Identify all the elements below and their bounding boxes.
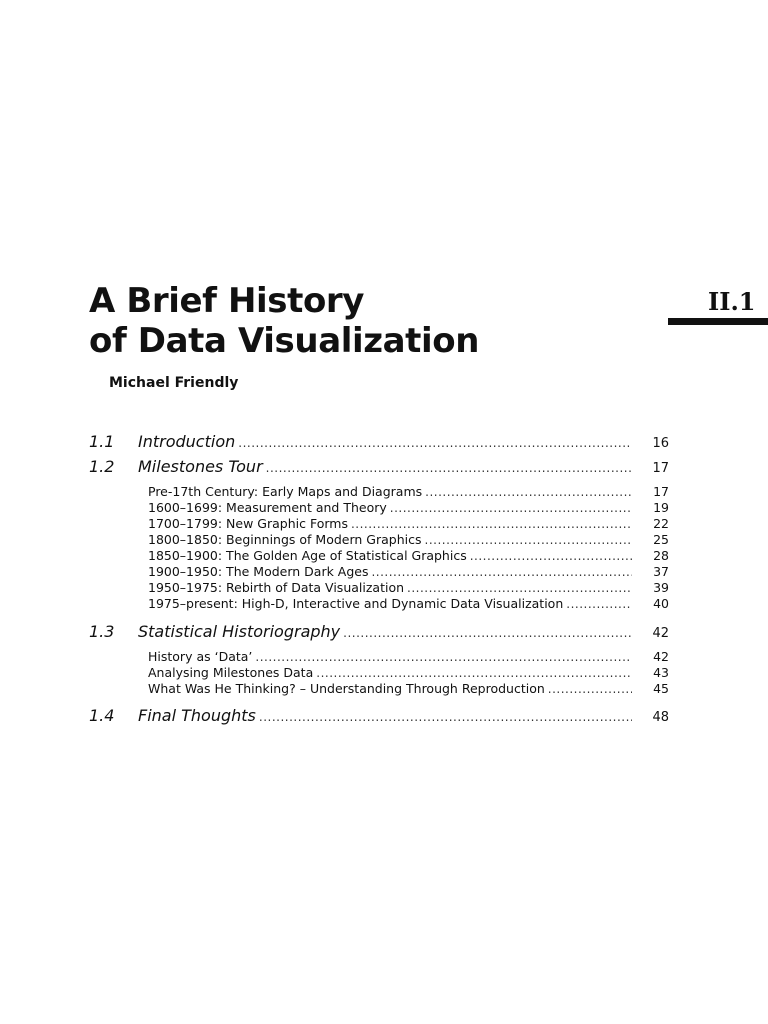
toc-section-statistical-historiography[interactable] [89,622,669,644]
toc-leader-dots [266,458,632,478]
chapter-number: II.1 [708,287,756,316]
toc-section-title: Statistical Historiography [138,622,341,641]
toc-subsection[interactable] [148,665,669,681]
toc-section-milestones-tour[interactable] [89,457,669,479]
toc-subsection[interactable] [148,484,669,500]
toc-page-number: 42 [652,626,669,641]
toc-page-number: 16 [652,436,669,451]
toc-subsection[interactable] [148,500,669,516]
toc-subsection[interactable] [148,532,669,548]
toc-subsection-title: Analysing Milestones Data [148,665,314,680]
toc-leader-dots [407,580,632,596]
toc-section-number: 1.2 [89,457,115,476]
toc-leader-dots [343,623,632,643]
author-name: Michael Friendly [109,375,239,391]
toc-subsection-title: Pre-17th Century: Early Maps and Diagrams [148,484,423,499]
toc-subsection[interactable] [148,580,669,596]
toc-page-number: 37 [653,564,669,579]
toc-leader-dots [425,532,633,548]
toc-subsection-title: What Was He Thinking? – Understanding Through Reproduction [148,681,545,696]
toc-section-title: Final Thoughts [138,706,256,725]
toc-section-title: Introduction [138,432,236,451]
toc-subsection-title: 1600–1699: Measurement and Theory [148,500,387,515]
toc-subsection-title: 1950–1975: Rebirth of Data Visualization [148,580,405,595]
toc-subsection-title: 1800–1850: Beginnings of Modern Graphics [148,532,422,547]
toc-page-number: 17 [652,461,669,476]
toc-subsection-title: 1900–1950: The Modern Dark Ages [148,564,369,579]
toc-page-number: 25 [653,532,669,547]
toc-leader-dots [255,649,632,665]
toc-section-introduction[interactable] [89,432,669,454]
toc-leader-dots [238,433,632,453]
toc-leader-dots [316,665,632,681]
toc-subsection-title: History as ‘Data’ [148,649,253,664]
chapter-title-line-2: of Data Visualization [89,321,480,361]
toc-subsection[interactable] [148,548,669,564]
toc-leader-dots [259,707,632,727]
toc-subsection-title: 1850–1900: The Golden Age of Statistical Graphics [148,548,467,563]
toc-leader-dots [371,564,632,580]
toc-section-number: 1.4 [89,706,115,725]
toc-subsection[interactable] [148,681,669,697]
toc-subsection-title: 1975–present: High-D, Interactive and Dynamic Data Visualization [148,596,564,611]
toc-section-title: Milestones Tour [138,457,263,476]
chapter-title [89,281,479,361]
toc-page-number: 19 [653,500,669,515]
toc-section-final-thoughts[interactable] [89,706,669,728]
toc-section-number: 1.3 [89,622,115,641]
toc-page-number: 45 [653,681,669,696]
toc-subsection[interactable] [148,516,669,532]
toc-leader-dots [470,548,632,564]
toc-leader-dots [351,516,632,532]
toc-page-number: 42 [653,649,669,664]
toc-subsection[interactable] [148,596,669,612]
chapter-title-line-1: A Brief History [89,281,365,321]
toc-page-number: 40 [653,596,669,611]
toc-leader-dots [390,500,632,516]
toc-page-number: 48 [652,710,669,725]
toc-subsection[interactable] [148,564,669,580]
toc-page-number: 43 [653,665,669,680]
chapter-rule [668,318,768,325]
toc-page-number: 39 [653,580,669,595]
toc-subsection-title: 1700–1799: New Graphic Forms [148,516,348,531]
toc-leader-dots [425,484,632,500]
toc-leader-dots [566,596,632,612]
toc-subsection[interactable] [148,649,669,665]
toc-leader-dots [548,681,632,697]
toc-page-number: 22 [653,516,669,531]
toc-page-number: 28 [653,548,669,563]
toc-section-number: 1.1 [89,432,115,451]
toc-page-number: 17 [653,484,669,499]
